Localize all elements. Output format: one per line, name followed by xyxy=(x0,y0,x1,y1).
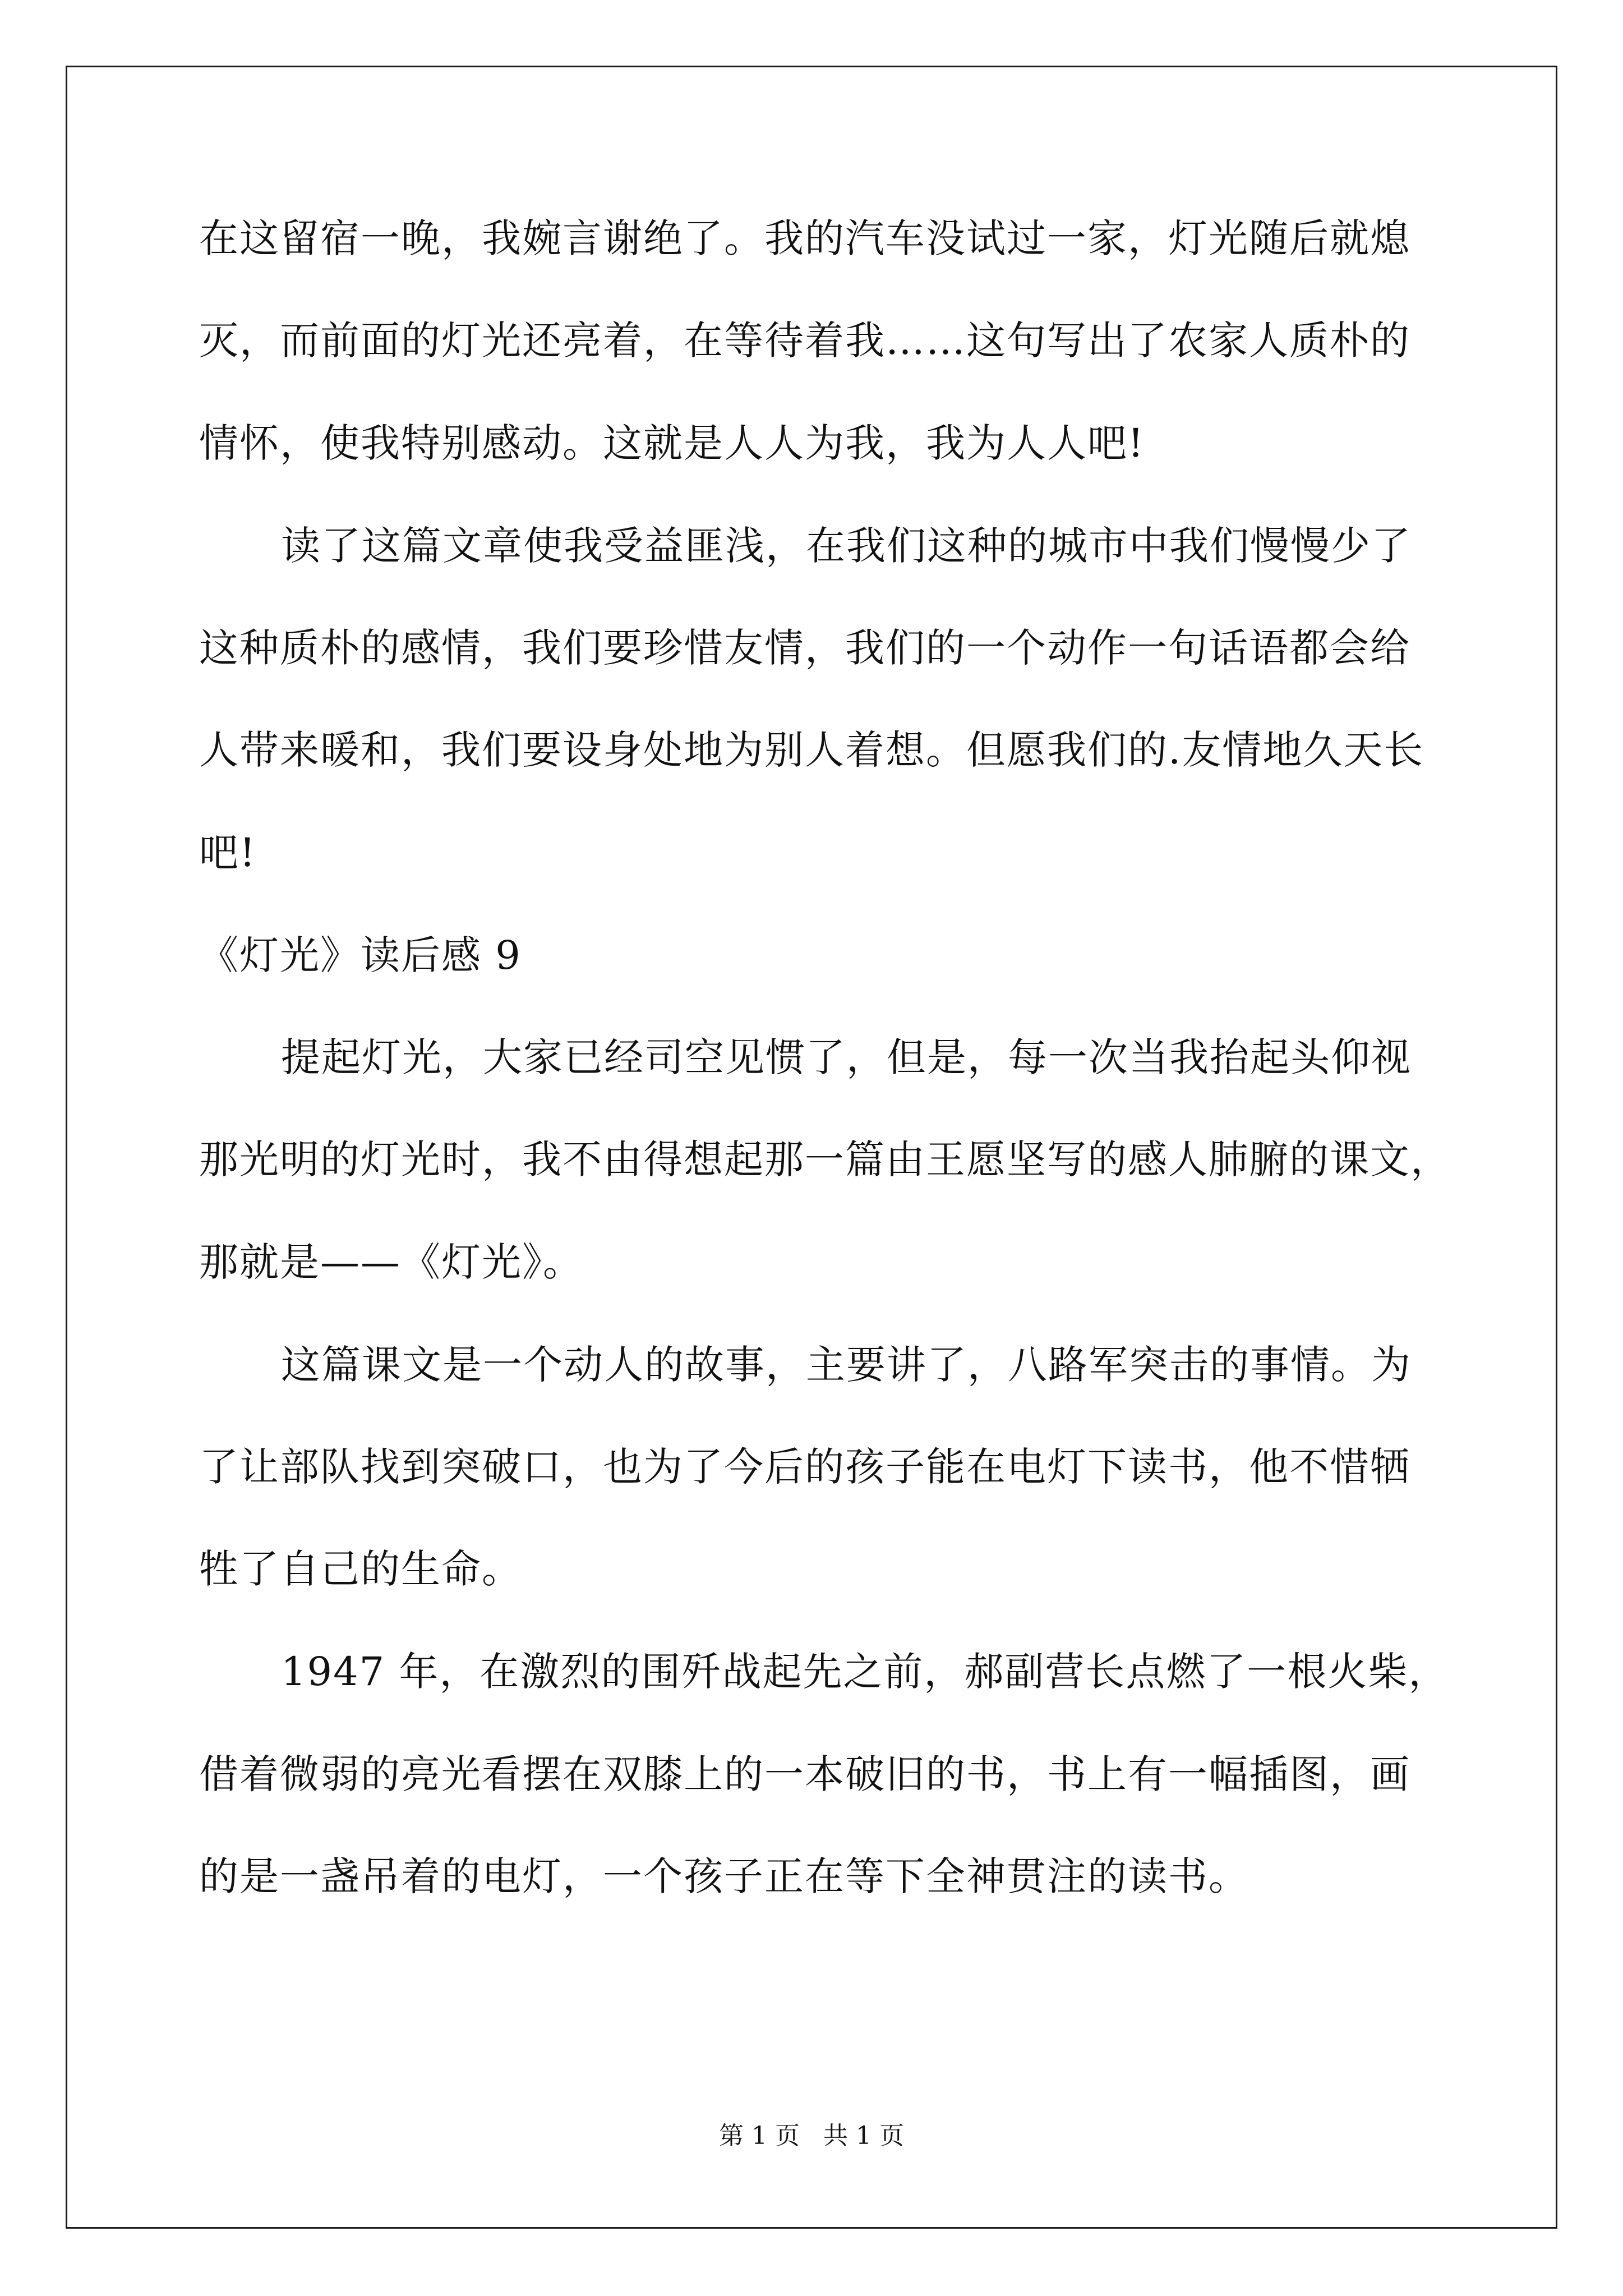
page-footer: 第 1 页 共 1 页 xyxy=(719,2122,904,2150)
text-line: 牲了自己的生命。 xyxy=(199,1546,522,1592)
text-line: 借着微弱的亮光看摆在双膝上的一本破旧的书，书上有一幅插图，画 xyxy=(199,1751,1410,1797)
text-line: 了让部队找到突破口，也为了今后的孩子能在电灯下读书，他不惜牺 xyxy=(199,1444,1410,1490)
paragraph-first-line: 读了这篇文章使我受益匪浅，在我们这种的城市中我们慢慢少了 xyxy=(281,523,1412,569)
text-line: 那就是——《灯光》。 xyxy=(199,1239,583,1285)
text-line: 人带来暖和，我们要设身处地为别人着想。但愿我们的.友情地久天长 xyxy=(199,727,1424,773)
text-line: 灭，而前面的灯光还亮着，在等待着我……这句写出了农家人质朴的 xyxy=(199,318,1410,364)
text-line: 的是一盏吊着的电灯，一个孩子正在等下全神贯注的读书。 xyxy=(199,1853,1249,1899)
paragraph-first-line: 1947 年，在激烈的围歼战起先之前，郝副营长点燃了一根火柴， xyxy=(281,1649,1449,1695)
text-line: 情怀，使我特别感动。这就是人人为我，我为人人吧! xyxy=(199,420,1145,466)
text-line: 这种质朴的感情，我们要珍惜友情，我们的一个动作一句话语都会给 xyxy=(199,625,1410,671)
paragraph-first-line: 提起灯光，大家已经司空见惯了，但是，每一次当我抬起头仰视 xyxy=(281,1034,1412,1080)
text-line: 吧! xyxy=(199,830,257,876)
text-line: 在这留宿一晚，我婉言谢绝了。我的汽车没试过一家，灯光随后就熄 xyxy=(199,215,1410,261)
section-heading: 《灯光》读后感 9 xyxy=(199,932,522,978)
text-line: 那光明的灯光时，我不由得想起那一篇由王愿坚写的感人肺腑的课文， xyxy=(199,1137,1451,1182)
paragraph-first-line: 这篇课文是一个动人的故事，主要讲了，八路军突击的事情。为 xyxy=(281,1342,1412,1388)
